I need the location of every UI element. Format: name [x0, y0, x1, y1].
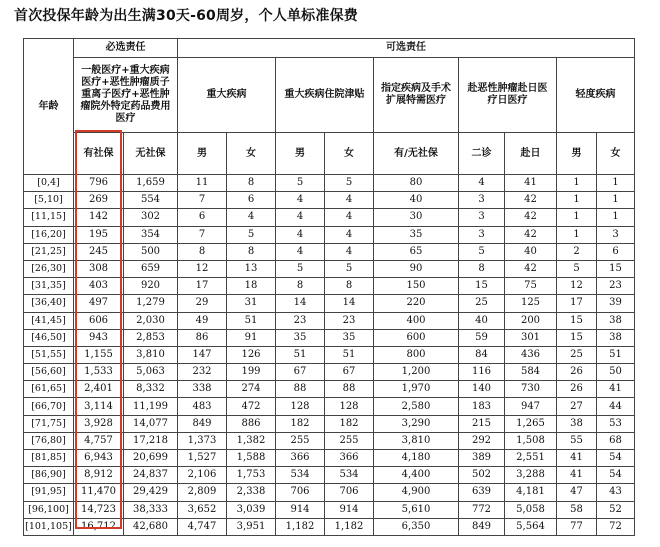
premium-cell: 5 — [227, 226, 276, 243]
premium-cell: 400 — [374, 312, 459, 329]
age-range-cell: [61,65] — [24, 381, 74, 398]
premium-cell: 3,290 — [374, 415, 459, 432]
premium-cell: 38,333 — [124, 501, 178, 518]
premium-cell: 88 — [276, 381, 325, 398]
premium-cell: 1,182 — [325, 518, 374, 535]
premium-cell: 886 — [227, 415, 276, 432]
table-row — [24, 226, 635, 243]
premium-cell: 116 — [459, 364, 505, 381]
premium-cell: 269 — [74, 192, 124, 209]
premium-cell: 6 — [227, 192, 276, 209]
premium-cell: 15 — [597, 260, 635, 277]
premium-cell: 14 — [325, 295, 374, 312]
premium-cell: 3,810 — [124, 346, 178, 363]
premium-cell: 58 — [557, 501, 597, 518]
col-special-care: 有/无社保 — [374, 133, 459, 175]
table-row — [24, 278, 635, 295]
premium-cell: 600 — [374, 329, 459, 346]
premium-cell: 11 — [178, 175, 227, 192]
premium-cell: 40 — [505, 243, 557, 260]
premium-cell: 4,180 — [374, 450, 459, 467]
age-range-cell: [56,60] — [24, 364, 74, 381]
premium-cell: 436 — [505, 346, 557, 363]
premium-cell: 2,401 — [74, 381, 124, 398]
premium-cell: 255 — [325, 432, 374, 449]
premium-cell: 914 — [325, 501, 374, 518]
premium-cell: 1,279 — [124, 295, 178, 312]
premium-cell: 5 — [276, 260, 325, 277]
premium-cell: 40 — [459, 312, 505, 329]
premium-cell: 49 — [178, 312, 227, 329]
premium-cell: 67 — [325, 364, 374, 381]
premium-cell: 53 — [597, 415, 635, 432]
premium-cell: 52 — [597, 501, 635, 518]
premium-cell: 500 — [124, 243, 178, 260]
table-row — [24, 398, 635, 415]
col-allowance-female: 女 — [325, 133, 374, 175]
header-group-critical: 重大疾病 — [178, 58, 276, 133]
premium-cell: 2 — [557, 243, 597, 260]
premium-cell: 13 — [227, 260, 276, 277]
premium-cell: 947 — [505, 398, 557, 415]
premium-cell: 1,508 — [505, 432, 557, 449]
premium-cell: 8 — [459, 260, 505, 277]
table-row — [24, 175, 635, 192]
premium-cell: 4,400 — [374, 467, 459, 484]
premium-cell: 140 — [459, 381, 505, 398]
premium-cell: 706 — [325, 484, 374, 501]
table-row — [24, 243, 635, 260]
premium-cell: 42 — [505, 226, 557, 243]
premium-cell: 51 — [597, 346, 635, 363]
premium-cell: 772 — [459, 501, 505, 518]
age-range-cell: [31,35] — [24, 278, 74, 295]
premium-cell: 41 — [557, 450, 597, 467]
premium-cell: 497 — [74, 295, 124, 312]
premium-cell: 6,350 — [374, 518, 459, 535]
table-row — [24, 432, 635, 449]
premium-cell: 8,332 — [124, 381, 178, 398]
premium-cell: 41 — [505, 175, 557, 192]
premium-cell: 182 — [325, 415, 374, 432]
premium-cell: 1,533 — [74, 364, 124, 381]
premium-cell: 5,564 — [505, 518, 557, 535]
table-row — [24, 312, 635, 329]
premium-cell: 1 — [557, 209, 597, 226]
premium-cell: 14,723 — [74, 501, 124, 518]
premium-cell: 24,837 — [124, 467, 178, 484]
premium-cell: 3 — [459, 192, 505, 209]
premium-cell: 554 — [124, 192, 178, 209]
age-range-cell: [66,70] — [24, 398, 74, 415]
premium-cell: 126 — [227, 346, 276, 363]
premium-cell: 15 — [557, 329, 597, 346]
premium-cell: 42,680 — [124, 518, 178, 535]
premium-cell: 4 — [276, 226, 325, 243]
premium-cell: 35 — [276, 329, 325, 346]
premium-cell: 80 — [374, 175, 459, 192]
premium-cell: 849 — [459, 518, 505, 535]
table-row — [24, 501, 635, 518]
premium-cell: 23 — [597, 278, 635, 295]
page-title: 首次投保年龄为出生满30天-60周岁，个人单标准保费 — [14, 8, 358, 24]
premium-cell: 44 — [597, 398, 635, 415]
premium-cell: 67 — [276, 364, 325, 381]
premium-cell: 584 — [505, 364, 557, 381]
premium-cell: 2,030 — [124, 312, 178, 329]
col-mild-female: 女 — [597, 133, 635, 175]
premium-cell: 51 — [276, 346, 325, 363]
premium-cell: 8 — [276, 278, 325, 295]
premium-cell: 4 — [276, 192, 325, 209]
premium-cell: 301 — [505, 329, 557, 346]
premium-cell: 150 — [374, 278, 459, 295]
table-body — [24, 175, 635, 536]
premium-cell: 50 — [597, 364, 635, 381]
premium-cell: 5,063 — [124, 364, 178, 381]
col-japan: 赴日 — [505, 133, 557, 175]
table-row — [24, 415, 635, 432]
premium-cell: 17 — [557, 295, 597, 312]
age-range-cell: [46,50] — [24, 329, 74, 346]
premium-cell: 606 — [74, 312, 124, 329]
premium-cell: 2,853 — [124, 329, 178, 346]
premium-cell: 3,039 — [227, 501, 276, 518]
premium-cell: 308 — [74, 260, 124, 277]
premium-cell: 245 — [74, 243, 124, 260]
premium-cell: 200 — [505, 312, 557, 329]
premium-cell: 5 — [325, 260, 374, 277]
premium-cell: 2,580 — [374, 398, 459, 415]
premium-cell: 42 — [505, 260, 557, 277]
premium-cell: 366 — [325, 450, 374, 467]
col-critical-male: 男 — [178, 133, 227, 175]
col-critical-female: 女 — [227, 133, 276, 175]
premium-cell: 1,155 — [74, 346, 124, 363]
premium-cell: 4,747 — [178, 518, 227, 535]
premium-cell: 4,757 — [74, 432, 124, 449]
premium-cell: 354 — [124, 226, 178, 243]
premium-cell: 4 — [325, 226, 374, 243]
premium-cell: 3,928 — [74, 415, 124, 432]
premium-cell: 84 — [459, 346, 505, 363]
premium-cell: 65 — [374, 243, 459, 260]
age-range-cell: [41,45] — [24, 312, 74, 329]
header-group-hospital-allowance: 重大疾病住院津贴 — [276, 58, 374, 133]
premium-cell: 7 — [178, 226, 227, 243]
premium-cell: 25 — [557, 346, 597, 363]
col-allowance-male: 男 — [276, 133, 325, 175]
premium-cell: 29 — [178, 295, 227, 312]
premium-cell: 1,182 — [276, 518, 325, 535]
premium-cell: 3,951 — [227, 518, 276, 535]
premium-cell: 17 — [178, 278, 227, 295]
premium-cell: 3 — [459, 226, 505, 243]
premium-cell: 55 — [557, 432, 597, 449]
premium-cell: 292 — [459, 432, 505, 449]
premium-cell: 8,912 — [74, 467, 124, 484]
premium-cell: 42 — [505, 209, 557, 226]
table-row — [24, 192, 635, 209]
premium-cell: 2,809 — [178, 484, 227, 501]
premium-cell: 639 — [459, 484, 505, 501]
table-row — [24, 260, 635, 277]
premium-cell: 47 — [557, 484, 597, 501]
premium-cell: 125 — [505, 295, 557, 312]
premium-cell: 195 — [74, 226, 124, 243]
age-range-cell: [101,105] — [24, 518, 74, 535]
premium-cell: 4 — [325, 209, 374, 226]
premium-cell: 403 — [74, 278, 124, 295]
premium-cell: 18 — [227, 278, 276, 295]
premium-cell: 1,200 — [374, 364, 459, 381]
premium-cell: 15 — [557, 312, 597, 329]
premium-cell: 54 — [597, 467, 635, 484]
premium-cell: 35 — [374, 226, 459, 243]
premium-cell: 1 — [557, 192, 597, 209]
age-range-cell: [16,20] — [24, 226, 74, 243]
premium-cell: 38 — [597, 329, 635, 346]
header-required: 必选责任 — [74, 39, 178, 58]
table-row — [24, 209, 635, 226]
premium-cell: 41 — [597, 381, 635, 398]
premium-cell: 1 — [597, 175, 635, 192]
premium-cell: 199 — [227, 364, 276, 381]
table-row — [24, 467, 635, 484]
premium-cell: 72 — [597, 518, 635, 535]
premium-cell: 4,900 — [374, 484, 459, 501]
premium-cell: 4 — [227, 209, 276, 226]
premium-cell: 182 — [276, 415, 325, 432]
header-group-mild: 轻度疾病 — [557, 58, 635, 133]
premium-cell: 90 — [374, 260, 459, 277]
premium-cell: 1,970 — [374, 381, 459, 398]
premium-cell: 1,753 — [227, 467, 276, 484]
age-range-cell: [5,10] — [24, 192, 74, 209]
premium-cell: 849 — [178, 415, 227, 432]
premium-cell: 472 — [227, 398, 276, 415]
premium-cell: 4 — [325, 243, 374, 260]
premium-cell: 215 — [459, 415, 505, 432]
age-range-cell: [36,40] — [24, 295, 74, 312]
header-optional: 可选责任 — [178, 39, 635, 58]
table-row — [24, 329, 635, 346]
premium-cell: 914 — [276, 501, 325, 518]
premium-cell: 29,429 — [124, 484, 178, 501]
premium-cell: 42 — [505, 192, 557, 209]
premium-cell: 14,077 — [124, 415, 178, 432]
premium-cell: 5,058 — [505, 501, 557, 518]
premium-cell: 15 — [459, 278, 505, 295]
table-row — [24, 346, 635, 363]
premium-cell: 75 — [505, 278, 557, 295]
premium-cell: 8 — [178, 243, 227, 260]
premium-cell: 366 — [276, 450, 325, 467]
premium-cell: 91 — [227, 329, 276, 346]
premium-cell: 68 — [597, 432, 635, 449]
table-row — [24, 484, 635, 501]
premium-cell: 23 — [276, 312, 325, 329]
premium-cell: 31 — [227, 295, 276, 312]
premium-cell: 30 — [374, 209, 459, 226]
premium-cell: 6 — [178, 209, 227, 226]
premium-cell: 534 — [325, 467, 374, 484]
premium-cell: 483 — [178, 398, 227, 415]
col-mild-male: 男 — [557, 133, 597, 175]
premium-cell: 40 — [374, 192, 459, 209]
premium-cell: 14 — [276, 295, 325, 312]
premium-cell: 1 — [597, 209, 635, 226]
premium-cell: 59 — [459, 329, 505, 346]
premium-cell: 3,810 — [374, 432, 459, 449]
premium-cell: 5 — [459, 243, 505, 260]
premium-cell: 38 — [597, 312, 635, 329]
premium-cell: 302 — [124, 209, 178, 226]
header-age: 年龄 — [24, 39, 74, 175]
premium-cell: 730 — [505, 381, 557, 398]
premium-cell: 51 — [227, 312, 276, 329]
premium-cell: 88 — [325, 381, 374, 398]
premium-cell: 5 — [276, 175, 325, 192]
premium-cell: 1 — [557, 175, 597, 192]
premium-cell: 1,659 — [124, 175, 178, 192]
premium-cell: 4 — [276, 243, 325, 260]
premium-cell: 17,218 — [124, 432, 178, 449]
premium-cell: 5 — [325, 175, 374, 192]
premium-cell: 796 — [74, 175, 124, 192]
premium-cell: 23 — [325, 312, 374, 329]
table-row — [24, 364, 635, 381]
premium-cell: 8 — [227, 175, 276, 192]
premium-cell: 338 — [178, 381, 227, 398]
premium-cell: 534 — [276, 467, 325, 484]
premium-cell: 4 — [459, 175, 505, 192]
premium-cell: 128 — [325, 398, 374, 415]
premium-cell: 706 — [276, 484, 325, 501]
premium-cell: 27 — [557, 398, 597, 415]
table-row — [24, 381, 635, 398]
premium-cell: 12 — [178, 260, 227, 277]
premium-cell: 3,114 — [74, 398, 124, 415]
premium-cell: 2,106 — [178, 467, 227, 484]
premium-cell: 659 — [124, 260, 178, 277]
premium-cell: 128 — [276, 398, 325, 415]
premium-cell: 35 — [325, 329, 374, 346]
col-without-insurance: 无社保 — [124, 133, 178, 175]
premium-cell: 3,652 — [178, 501, 227, 518]
age-range-cell: [51,55] — [24, 346, 74, 363]
premium-cell: 255 — [276, 432, 325, 449]
premium-cell: 12 — [557, 278, 597, 295]
age-range-cell: [11,15] — [24, 209, 74, 226]
age-range-cell: [81,85] — [24, 450, 74, 467]
premium-cell: 51 — [325, 346, 374, 363]
premium-cell: 3,288 — [505, 467, 557, 484]
premium-cell: 43 — [597, 484, 635, 501]
premium-cell: 11,199 — [124, 398, 178, 415]
header-group-japan-treatment: 赴恶性肿瘤赴日医疗日医疗 — [459, 58, 557, 133]
premium-cell: 1,265 — [505, 415, 557, 432]
premium-cell: 3 — [597, 226, 635, 243]
table-row — [24, 518, 635, 535]
age-range-cell: [0,4] — [24, 175, 74, 192]
premium-cell: 502 — [459, 467, 505, 484]
premium-cell: 220 — [374, 295, 459, 312]
premium-cell: 77 — [557, 518, 597, 535]
premium-cell: 1,382 — [227, 432, 276, 449]
premium-cell: 41 — [557, 467, 597, 484]
premium-cell: 25 — [459, 295, 505, 312]
premium-cell: 26 — [557, 381, 597, 398]
premium-cell: 2,551 — [505, 450, 557, 467]
premium-table — [23, 38, 635, 536]
premium-cell: 232 — [178, 364, 227, 381]
premium-cell: 11,470 — [74, 484, 124, 501]
table-row — [24, 295, 635, 312]
premium-cell: 1,527 — [178, 450, 227, 467]
premium-cell: 5 — [557, 260, 597, 277]
age-range-cell: [91,95] — [24, 484, 74, 501]
premium-cell: 16,712 — [74, 518, 124, 535]
premium-cell: 147 — [178, 346, 227, 363]
age-range-cell: [86,90] — [24, 467, 74, 484]
premium-cell: 8 — [227, 243, 276, 260]
premium-cell: 5,610 — [374, 501, 459, 518]
age-range-cell: [26,30] — [24, 260, 74, 277]
premium-cell: 920 — [124, 278, 178, 295]
premium-cell: 54 — [597, 450, 635, 467]
premium-cell: 3 — [459, 209, 505, 226]
table-row — [24, 450, 635, 467]
premium-cell: 26 — [557, 364, 597, 381]
col-second-opinion: 二诊 — [459, 133, 505, 175]
premium-cell: 142 — [74, 209, 124, 226]
premium-cell: 1,373 — [178, 432, 227, 449]
premium-cell: 7 — [178, 192, 227, 209]
premium-cell: 183 — [459, 398, 505, 415]
age-range-cell: [76,80] — [24, 432, 74, 449]
premium-cell: 39 — [597, 295, 635, 312]
premium-cell: 1 — [597, 192, 635, 209]
premium-cell: 274 — [227, 381, 276, 398]
premium-cell: 4 — [325, 192, 374, 209]
premium-cell: 4,181 — [505, 484, 557, 501]
premium-cell: 4 — [276, 209, 325, 226]
premium-cell: 86 — [178, 329, 227, 346]
age-range-cell: [71,75] — [24, 415, 74, 432]
premium-cell: 8 — [325, 278, 374, 295]
premium-cell: 38 — [557, 415, 597, 432]
age-range-cell: [21,25] — [24, 243, 74, 260]
age-range-cell: [96,100] — [24, 501, 74, 518]
premium-cell: 943 — [74, 329, 124, 346]
premium-cell: 6 — [597, 243, 635, 260]
premium-cell: 2,338 — [227, 484, 276, 501]
premium-cell: 20,699 — [124, 450, 178, 467]
col-with-insurance: 有社保 — [74, 133, 124, 175]
header-group-special-care: 指定疾病及手术扩展特需医疗 — [374, 58, 459, 133]
premium-cell: 1,588 — [227, 450, 276, 467]
header-required-desc: 一般医疗+重大疾病医疗+恶性肿瘤质子重离子医疗+恶性肿瘤院外特定药品费用医疗 — [74, 58, 178, 133]
premium-cell: 1 — [557, 226, 597, 243]
premium-cell: 800 — [374, 346, 459, 363]
premium-cell: 389 — [459, 450, 505, 467]
premium-cell: 6,943 — [74, 450, 124, 467]
